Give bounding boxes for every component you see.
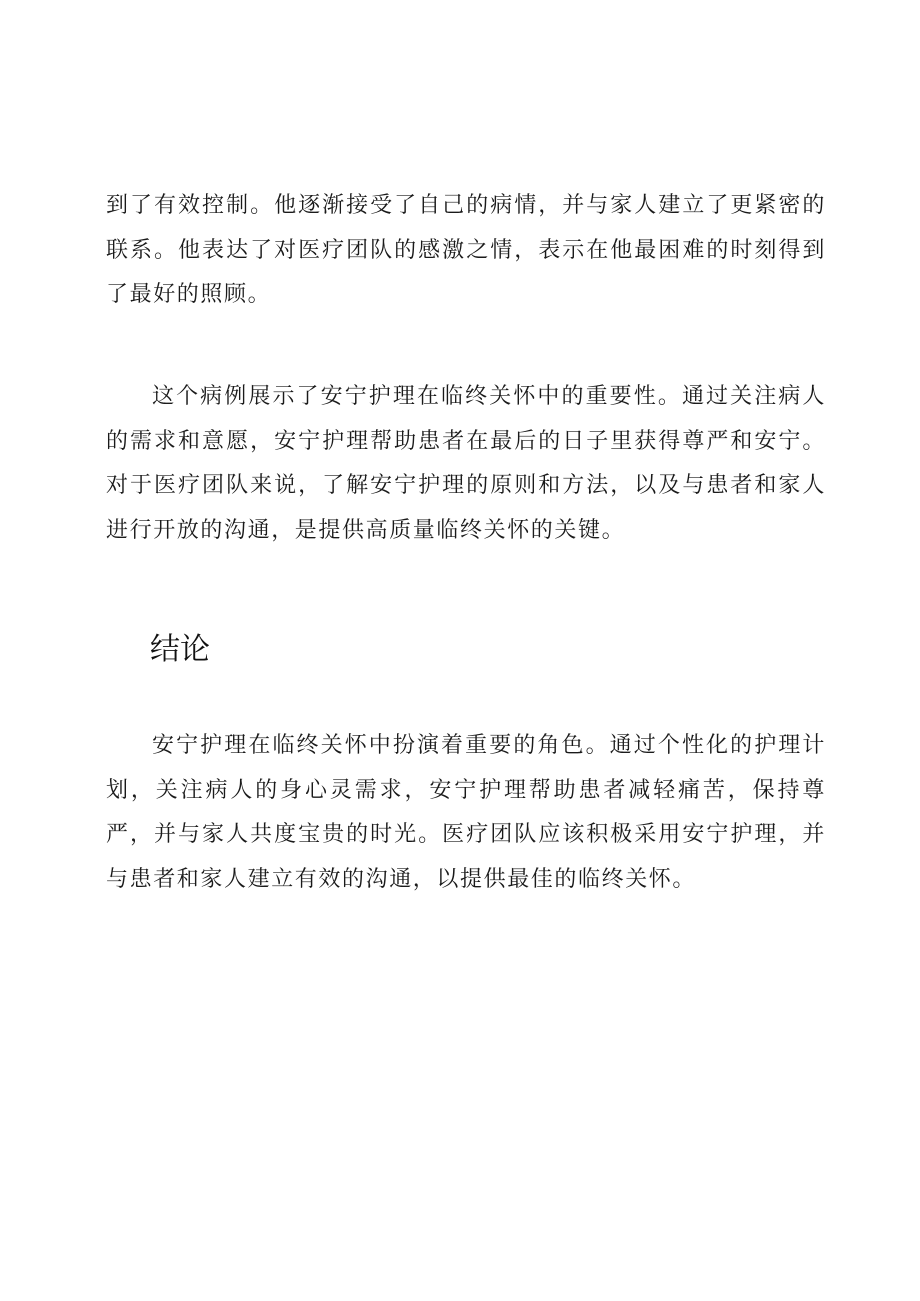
section-heading-conclusion: 结论 bbox=[150, 632, 210, 667]
paragraph-conclusion: 安宁护理在临终关怀中扮演着重要的角色。通过个性化的护理计划，关注病人的身心灵需求，安宁护理帮助患者减轻痛苦，保持尊严，并与家人共度宝贵的时光。医疗团队应该积极采用安宁护理，并与患者和家人建立有效的沟通，以提供最佳的临终关怀。 bbox=[106, 733, 826, 892]
paragraph-case-significance: 这个病例展示了安宁护理在临终关怀中的重要性。通过关注病人的需求和意愿，安宁护理帮助患者在最后的日子里获得尊严和安宁。对于医疗团队来说，了解安宁护理的原则和方法，以及与患者和家人进行开放的沟通，是提供高质量临终关怀的关键。 bbox=[106, 384, 826, 543]
paragraph-case-outcome: 到了有效控制。他逐渐接受了自己的病情，并与家人建立了更紧密的联系。他表达了对医疗团队的感激之情，表示在他最困难的时刻得到了最好的照顾。 bbox=[106, 193, 826, 307]
